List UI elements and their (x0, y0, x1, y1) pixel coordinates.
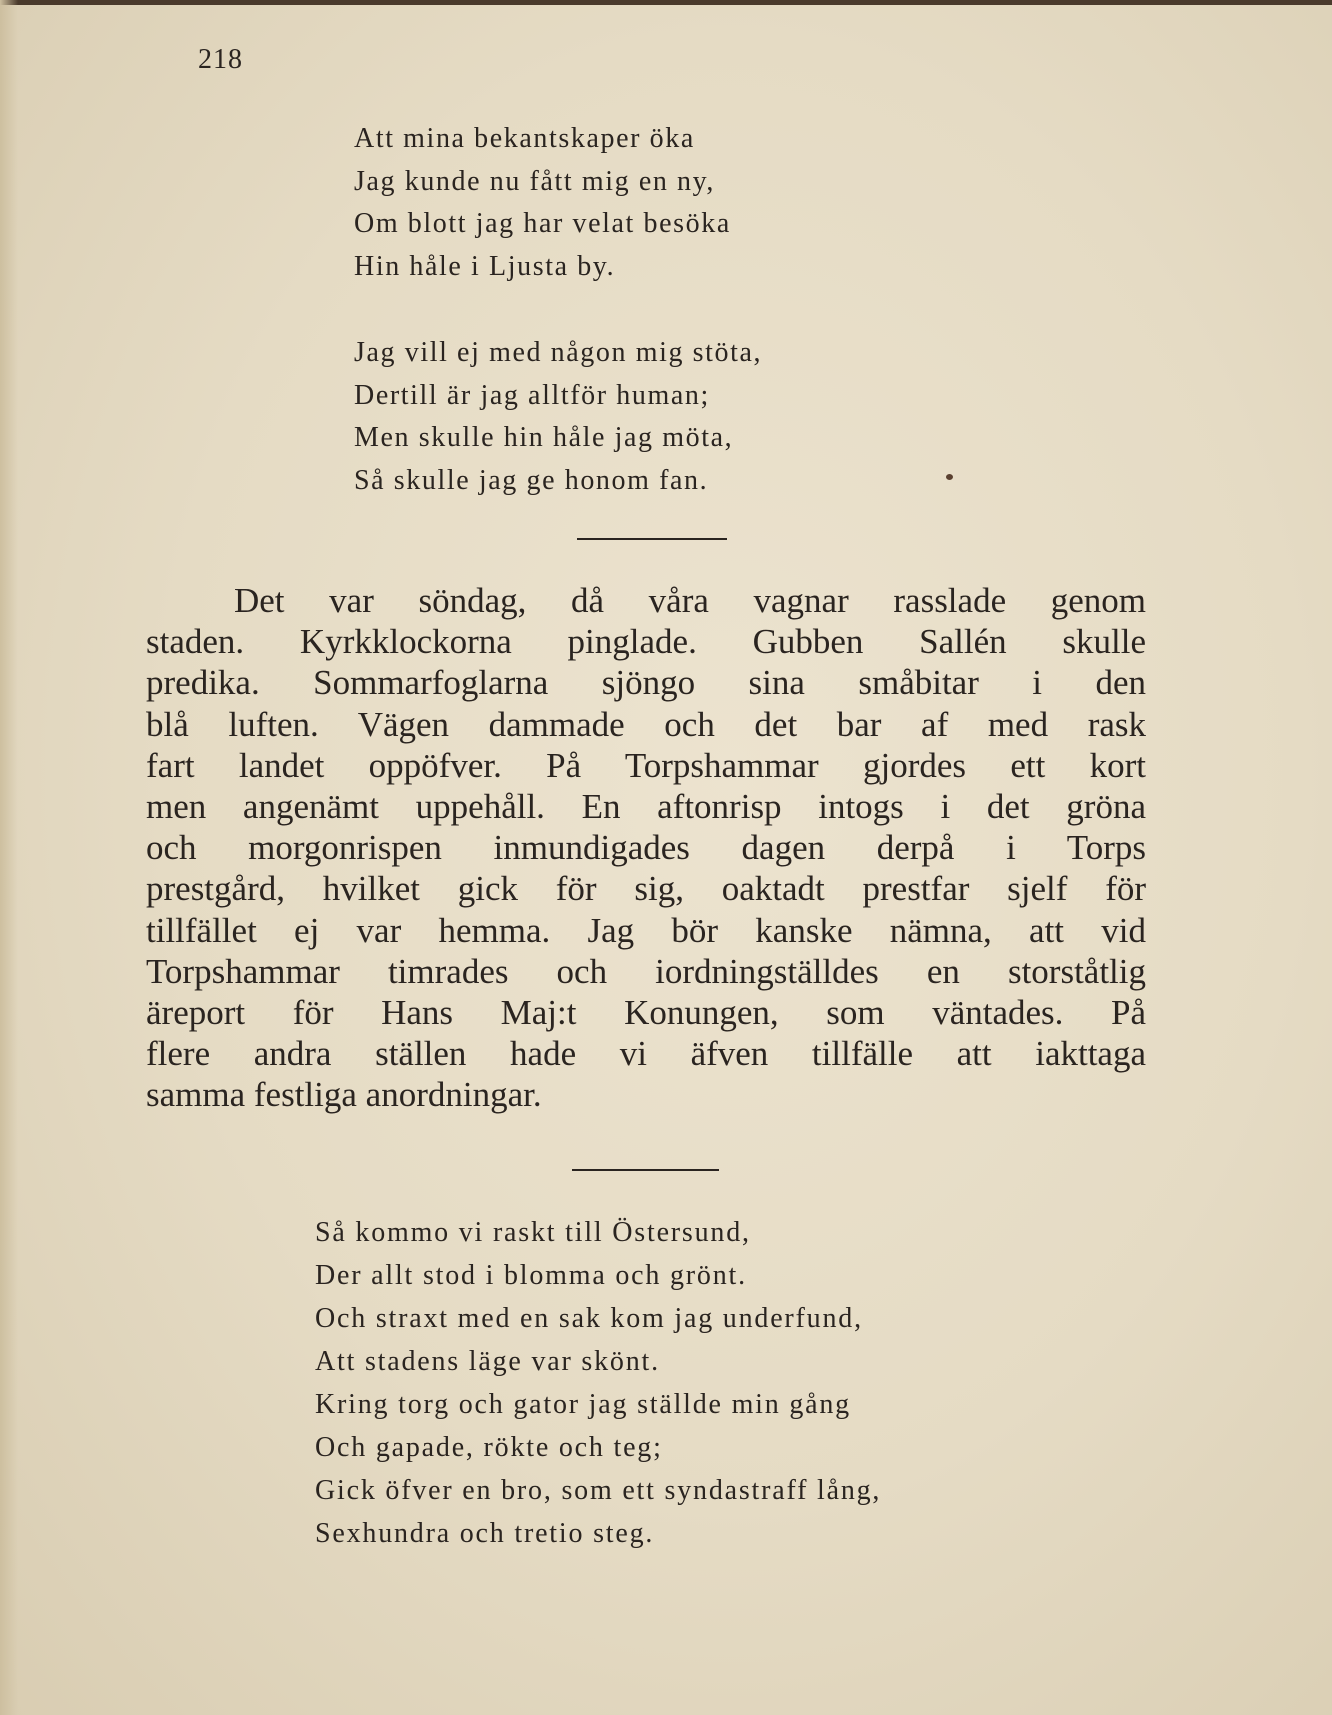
verse-line: Så kommo vi raskt till Östersund, (315, 1217, 751, 1248)
verse-line: Och gapade, rökte och teg; (315, 1432, 663, 1463)
verse-line: Och straxt med en sak kom jag underfund, (315, 1303, 863, 1334)
verse-line: Kring torg och gator jag ställde min gång (315, 1389, 851, 1420)
prose-line: flere andra ställen hade vi äfven tillfälle att iakttaga (146, 1034, 1146, 1074)
verse-line: Jag kunde nu fått mig en ny, (354, 165, 716, 197)
prose-paragraph (146, 580, 1146, 1115)
prose-line: prestgård, hvilket gick för sig, oaktadt prestfar sjelf för (146, 869, 1146, 909)
verse-line: Sexhundra och tretio steg. (315, 1518, 655, 1549)
prose-line: staden. Kyrkklockorna pinglade. Gubben Sallén skulle (146, 622, 1146, 662)
prose-line: fart landet oppöfver. På Torpshammar gjordes ett kort (146, 745, 1146, 785)
verse-line: Gick öfver en bro, som ett syndastraff lång, (315, 1475, 882, 1506)
prose-line: äreport för Hans Maj:t Konungen, som väntades. På (146, 992, 1146, 1032)
verse-line: Om blott jag har velat besöka (354, 208, 731, 239)
prose-line: Torpshammar timrades och iordningställdes en storståtlig (146, 951, 1146, 991)
poem-stanza-3 (315, 1211, 881, 1555)
ink-speck (946, 474, 953, 480)
page-top-edge (0, 0, 1332, 5)
section-divider (572, 1169, 719, 1171)
verse-line: Men skulle hin håle jag möta, (354, 422, 734, 453)
verse-line: Jag vill ej med någon mig stöta, (354, 337, 763, 368)
section-divider (577, 538, 727, 540)
prose-line: och morgonrispen inmundigades dagen derpå i Torps (146, 828, 1146, 868)
prose-line: blå luften. Vägen dammade och det bar af med rask (146, 704, 1146, 744)
poem-stanza-1 (354, 118, 731, 288)
page-number: 218 (198, 44, 243, 75)
prose-line: Det var söndag, då våra vagnar rasslade genom (234, 581, 1146, 620)
prose-line: samma festliga anordningar. (146, 1075, 542, 1115)
prose-line: predika. Sommarfoglarna sjöngo sina småbitar i den (146, 663, 1146, 703)
poem-stanza-2 (354, 332, 762, 502)
prose-line: men angenämt uppehåll. En aftonrisp intogs i det gröna (146, 786, 1146, 826)
prose-line: tillfället ej var hemma. Jag bör kanske nämna, att vid (146, 910, 1146, 950)
page-gutter-shadow (0, 0, 18, 1715)
verse-line: Så skulle jag ge honom fan. (354, 464, 709, 496)
verse-line: Dertill är jag alltför human; (354, 379, 710, 411)
verse-line: Att stadens läge var skönt. (315, 1346, 660, 1377)
verse-line: Hin håle i Ljusta by. (354, 250, 616, 282)
verse-line: Der allt stod i blomma och grönt. (315, 1260, 747, 1291)
verse-line: Att mina bekantskaper öka (354, 123, 695, 154)
